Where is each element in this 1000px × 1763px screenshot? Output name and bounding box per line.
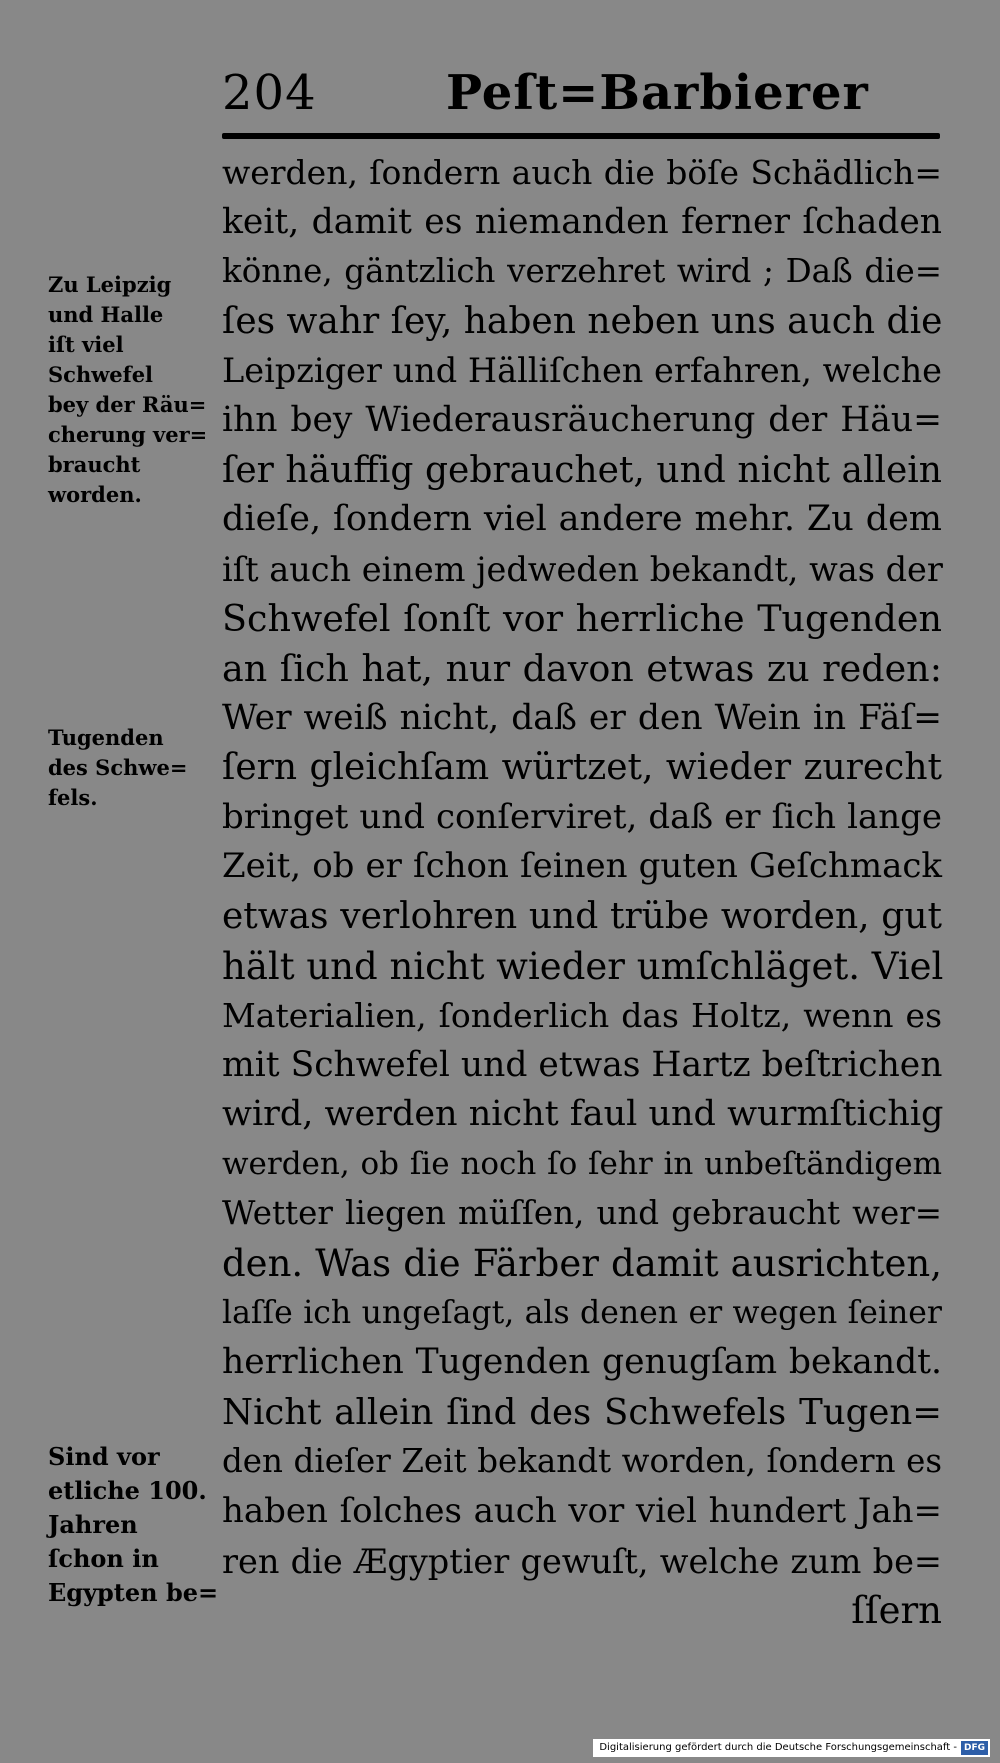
text-line: bringet und conſerviret, daß er ſich lange: [222, 796, 942, 837]
text-line: an ſich hat, nur davon etwas zu reden:: [222, 646, 942, 690]
text-line: herrlichen Tugenden genugſam bekandt.: [222, 1342, 942, 1383]
text-line: ren die Ægyptier gewuſt, welche zum be=: [222, 1541, 942, 1581]
marginal-note-line: fels.: [48, 785, 98, 810]
text-line: etwas verlohren und trübe worden, gut: [222, 895, 942, 937]
text-line: ſes wahr ſey, haben neben uns auch die: [222, 300, 943, 342]
marginal-note-leipzig: [48, 270, 218, 510]
text-line: Zeit, ob er ſchon ſeinen guten Geſchmack: [222, 846, 942, 887]
marginal-note-line: etliche 100.: [48, 1476, 207, 1505]
marginal-note-line: Zu Leipzig: [48, 272, 172, 297]
header-rule: [222, 133, 940, 139]
marginal-note-line: Tugenden: [48, 725, 164, 750]
dfg-logo-icon: DFG: [961, 1741, 988, 1755]
marginal-note-line: Sind vor: [48, 1442, 160, 1471]
text-line: werden, ſondern auch die böſe Schädlich=: [222, 153, 942, 192]
text-line: Wetter liegen müſſen, und gebraucht wer=: [222, 1194, 942, 1233]
text-line: wird, werden nicht faul und wurmſtichig: [222, 1094, 944, 1135]
text-line: ihn bey Wiederausräucherung der Häu=: [222, 399, 942, 440]
text-line: dieſe, ſondern viel andere mehr. Zu dem: [222, 499, 942, 540]
text-line: werden, ob ſie noch ſo ſehr in unbeſtändigem: [222, 1145, 942, 1182]
page-header: [222, 58, 942, 128]
marginal-note-egypten: [48, 1440, 218, 1610]
text-line: könne, gäntzlich verzehret wird ; Daß die=: [222, 252, 942, 291]
body-text: [222, 148, 942, 1636]
marginal-note-line: bey der Räu=: [48, 392, 207, 417]
marginal-note-line: Egypten be=: [48, 1578, 219, 1607]
marginal-note-line: Schwefel: [48, 362, 154, 387]
text-line: Materialien, ſonderlich das Holtz, wenn es: [222, 996, 942, 1036]
text-line: den. Was die Färber damit ausrichten,: [222, 1242, 942, 1286]
text-line: Leipziger und Hälliſchen erfahren, welche: [222, 351, 942, 391]
marginal-note-line: worden.: [48, 482, 142, 507]
marginal-note-line: Jahren: [48, 1510, 138, 1539]
footer-credit: Digitalisierung gefördert durch die Deutsche Forschungsgemeinschaft -: [599, 1742, 957, 1753]
text-line: haben ſolches auch vor viel hundert Jah=: [222, 1491, 942, 1532]
text-line: keit, damit es niemanden ferner ſchaden: [222, 201, 942, 242]
running-title: Peſt=Barbierer: [446, 65, 869, 121]
text-line: den dieſer Zeit bekandt worden, ſondern es: [222, 1442, 942, 1481]
text-line: iſt auch einem jedweden bekandt, was der: [222, 549, 943, 589]
digitization-footer: [593, 1739, 990, 1757]
marginal-note-tugenden: [48, 723, 218, 813]
catchword: ſſern: [851, 1589, 942, 1633]
text-line: mit Schwefel und etwas Hartz beſtrichen: [222, 1044, 943, 1085]
page-number: 204: [222, 65, 317, 121]
text-line: ſer häuffig gebrauchet, und nicht allein: [222, 449, 942, 491]
marginal-note-line: und Halle: [48, 302, 164, 327]
text-line: hält und nicht wieder umſchläget. Viel: [222, 944, 944, 988]
text-line: Nicht allein ſind des Schwefels Tugen=: [222, 1391, 942, 1433]
marginal-note-line: des Schwe=: [48, 755, 188, 780]
text-line: ſern gleichſam würtzet, wieder zurecht: [222, 747, 942, 789]
text-line: Wer weiß nicht, daß er den Wein in Fäſ=: [222, 697, 942, 738]
marginal-note-line: iſt viel: [48, 332, 124, 357]
marginal-note-line: braucht: [48, 452, 141, 477]
text-line: Schwefel ſonſt vor herrliche Tugenden: [222, 597, 942, 641]
marginal-note-line: ſchon in: [48, 1544, 159, 1573]
marginal-note-line: cherung ver=: [48, 422, 208, 447]
text-line: laſſe ich ungeſagt, als denen er wegen ſeiner: [222, 1294, 942, 1331]
